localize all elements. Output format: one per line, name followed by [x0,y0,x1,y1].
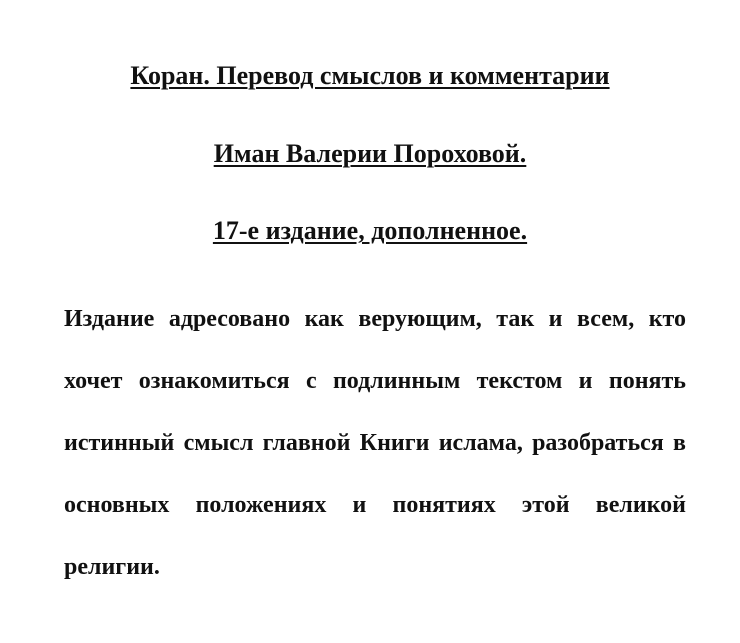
document-title: Коран. Перевод смыслов и комментарии [130,61,610,90]
document-edition: 17-е издание, дополненное. [212,216,528,245]
document-author: Иман Валерии Пороховой. [213,139,527,168]
document-paragraph: Издание адресовано как верующим, так и всем, кто хочет ознакомиться с подлинным текстом и понять истинный смысл главной Книги ислама, разобраться в основных положениях и понятиях этой великой религии. [64,306,686,580]
